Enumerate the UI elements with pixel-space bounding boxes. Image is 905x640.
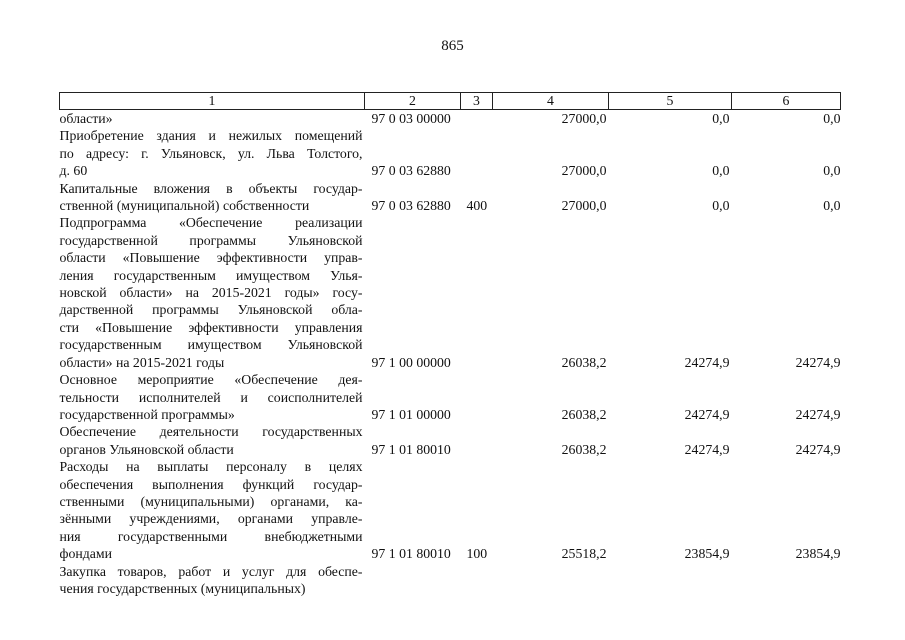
row-code: 97 0 03 62880 (371, 198, 451, 214)
row-name (60, 110, 365, 128)
row-name-line: Приобретение здания и нежилых помещений (59, 128, 363, 144)
row-code: 97 1 00 00000 (371, 354, 451, 370)
row-name-line: области «Повышение эффективности управ- (59, 250, 363, 266)
table-body (60, 110, 841, 598)
row-name-line: д. 60 (59, 163, 88, 179)
row-sum-1: 27000,0 (561, 111, 607, 126)
row-name (60, 127, 365, 179)
row-sum-2: 23854,9 (684, 546, 730, 562)
row-sum-1: 26038,2 (561, 441, 607, 457)
row-name-line: ния государственными внебюджетными (59, 528, 363, 544)
row-name-line: новской области» на 2015-2021 годы» госу- (59, 285, 363, 301)
row-type-code (461, 371, 493, 423)
row-name-line: государственной программы Ульяновской (59, 232, 363, 248)
row-name-line: Подпрограмма «Обеспечение реализации (59, 215, 363, 231)
row-type-code (461, 423, 493, 458)
row-name-line: фондами (59, 546, 112, 562)
column-header-sum-3: 6 (732, 93, 841, 110)
row-sum-3: 0,0 (823, 163, 841, 179)
row-sum-3: 0,0 (823, 198, 841, 214)
row-code: 97 1 01 80010 (371, 441, 451, 457)
row-sum-2: 24274,9 (684, 354, 730, 370)
row-name (60, 214, 365, 371)
row-name-line: тельности исполнителей и соисполнителей (59, 389, 363, 405)
row-sum-1 (493, 563, 609, 598)
row-sum-3 (732, 563, 841, 598)
row-name (60, 180, 365, 215)
row-name-line: ственной (муниципальной) собственности (59, 198, 310, 214)
row-sum-2: 24274,9 (684, 441, 730, 457)
row-name (60, 371, 365, 423)
row-sum-3: 24274,9 (795, 406, 841, 422)
row-name-line: Расходы на выплаты персоналу в целях (59, 459, 363, 475)
row-name-line: области» (59, 111, 113, 126)
row-type-code (461, 563, 493, 598)
row-type-code (461, 127, 493, 179)
column-header-type: 3 (461, 93, 493, 110)
row-type-code: 100 (466, 546, 488, 562)
row-sum-3: 23854,9 (795, 546, 841, 562)
row-sum-1: 26038,2 (561, 354, 607, 370)
table-row (60, 214, 841, 371)
row-name (60, 423, 365, 458)
row-name-line: Обеспечение деятельности государственных (59, 424, 363, 440)
row-sum-3: 24274,9 (795, 441, 841, 457)
row-code (365, 563, 461, 598)
row-type-code (461, 110, 493, 128)
column-header-sum-2: 5 (609, 93, 732, 110)
table-row (60, 127, 841, 179)
row-name-line: зёнными учреждениями, органами управле- (59, 511, 363, 527)
row-sum-2: 0,0 (712, 198, 730, 214)
row-sum-1: 27000,0 (561, 198, 607, 214)
column-header-sum-1: 4 (493, 93, 609, 110)
row-name-line: обеспечения выполнения функций государ- (59, 476, 363, 492)
table-row (60, 371, 841, 423)
column-header-name: 1 (60, 93, 365, 110)
row-name-line: Основное мероприятие «Обеспечение дея- (59, 372, 363, 388)
row-name-line: Закупка товаров, работ и услуг для обеспе- (59, 563, 363, 579)
row-name-line: сти «Повышение эффективности управления (59, 319, 363, 335)
row-sum-2: 24274,9 (684, 406, 730, 422)
row-sum-1: 27000,0 (561, 163, 607, 179)
row-code: 97 0 03 62880 (371, 163, 451, 179)
row-name (60, 458, 365, 562)
row-sum-2: 0,0 (712, 111, 730, 126)
table-header-row (60, 93, 841, 110)
row-code: 97 0 03 00000 (371, 111, 451, 126)
row-name-line: области» на 2015-2021 годы (59, 354, 225, 370)
row-sum-3: 24274,9 (795, 354, 841, 370)
row-name-line: чения государственных (муниципальных) (59, 580, 306, 596)
row-sum-1: 26038,2 (561, 406, 607, 422)
row-type-code: 400 (466, 198, 488, 214)
row-name-line: по адресу: г. Ульяновск, ул. Льва Толстого, (59, 145, 363, 161)
table-row (60, 563, 841, 598)
row-name-line: государственной программы» (59, 406, 235, 422)
row-sum-1: 25518,2 (561, 546, 607, 562)
budget-table (59, 92, 841, 597)
page-number: 865 (441, 38, 464, 54)
table-row (60, 458, 841, 562)
row-name-line: Капитальные вложения в объекты государ- (59, 180, 363, 196)
table-row (60, 180, 841, 215)
row-code: 97 1 01 00000 (371, 406, 451, 422)
row-name-line: дарственной программы Ульяновской обла- (59, 302, 363, 318)
table-row (60, 110, 841, 128)
row-name-line: ственными (муниципальными) органами, ка- (59, 493, 363, 509)
row-name-line: государственным имуществом Ульяновской (59, 337, 363, 353)
row-name (60, 563, 365, 598)
row-code: 97 1 01 80010 (371, 546, 451, 562)
table-row (60, 423, 841, 458)
row-name-line: органов Ульяновской области (59, 441, 234, 457)
row-type-code (461, 214, 493, 371)
row-name-line: ления государственным имуществом Улья- (59, 267, 363, 283)
row-sum-3: 0,0 (823, 111, 841, 126)
row-sum-2: 0,0 (712, 163, 730, 179)
column-header-code: 2 (365, 93, 461, 110)
row-sum-2 (609, 563, 732, 598)
